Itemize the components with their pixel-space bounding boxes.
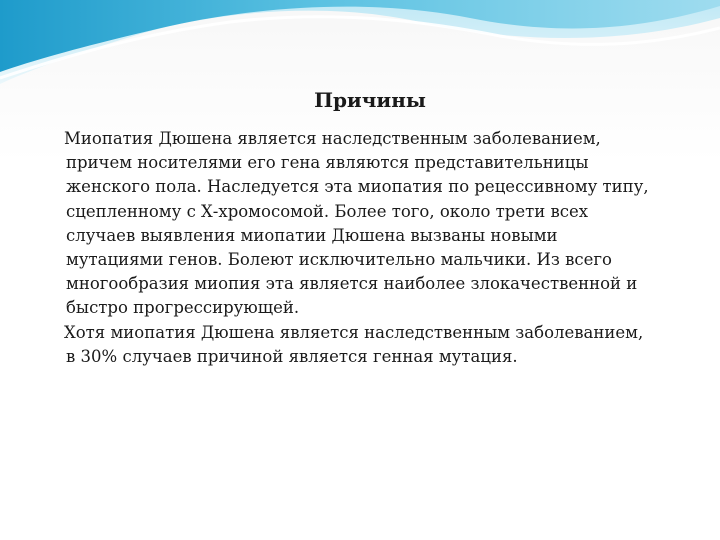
text-line: быстро прогрессирующей.: [66, 298, 300, 318]
text-line: сцепленному с Х-хромосомой. Более того, около трети всех: [66, 201, 589, 221]
slide-body: [64, 127, 684, 369]
text-line: в 30% случаев причиной является генная мутация.: [66, 346, 518, 366]
text-line: Хотя миопатия Дюшена является наследственным заболеванием,: [64, 322, 644, 342]
slide-title: Причины: [314, 88, 426, 112]
text-line: случаев выявления миопатии Дюшена вызваны новыми: [66, 225, 558, 245]
text-line: причем носителями его гена являются представительницы: [66, 153, 589, 173]
text-line: многообразия миопия эта является наиболее злокачественной и: [66, 274, 638, 294]
paragraph: [64, 321, 684, 369]
text-line: мутациями генов. Болеют исключительно мальчики. Из всего: [66, 250, 612, 270]
text-line: женского пола. Наследуется эта миопатия по рецессивному типу,: [66, 177, 649, 197]
text-line: Миопатия Дюшена является наследственным заболеванием,: [64, 129, 601, 148]
paragraph: [64, 127, 684, 321]
